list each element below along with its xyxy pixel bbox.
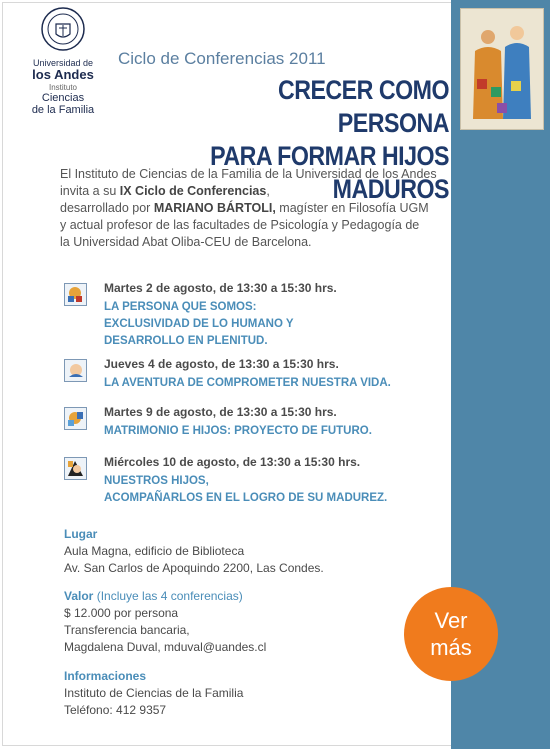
intro-emphasis: IX Ciclo de Conferencias xyxy=(119,184,267,198)
logo-line-5: de la Familia xyxy=(31,104,95,116)
price-section xyxy=(64,588,266,656)
venue-heading: Lugar xyxy=(64,527,98,541)
venue-line: Aula Magna, edificio de Biblioteca xyxy=(64,544,245,558)
price-line: Magdalena Duval, mduval@uandes.cl xyxy=(64,640,267,654)
contact-heading: Informaciones xyxy=(64,669,147,683)
session-portrait-icon xyxy=(64,283,87,306)
session-topic xyxy=(104,299,444,350)
session-date: Miércoles 10 de agosto, de 13:30 a 15:30 hrs. xyxy=(104,455,361,469)
intro-line-4: y actual profesor de las facultades de Psicología y Pedagogía de xyxy=(60,218,420,232)
intro-paragraph xyxy=(60,166,445,251)
family-illustration xyxy=(460,8,544,130)
price-line: $ 12.000 por persona xyxy=(64,606,179,620)
venue-line: Av. San Carlos de Apoquindo 2200, Las Condes. xyxy=(64,561,324,575)
intro-text: invita a su xyxy=(60,184,120,198)
session-portrait-icon xyxy=(64,359,87,382)
logo-line-1: Universidad de xyxy=(32,58,94,68)
contact-line: Instituto de Ciencias de la Familia xyxy=(64,686,244,700)
ver-mas-line-2: más xyxy=(430,635,472,660)
title-line-1: CRECER COMO PERSONA xyxy=(277,75,449,138)
session-topic-line: MATRIMONIO E HIJOS: PROYECTO DE FUTURO. xyxy=(104,425,372,437)
session-topic-line: LA PERSONA QUE SOMOS: xyxy=(104,301,257,313)
price-heading: Valor xyxy=(64,589,94,603)
intro-text: magíster en Filosofía UGM xyxy=(275,201,429,215)
contact-section xyxy=(64,668,243,719)
intro-line-5: la Universidad Abat Oliba-CEU de Barcelona. xyxy=(60,235,312,249)
venue-section xyxy=(64,526,324,577)
intro-line-1: El Instituto de Ciencias de la Familia de la Universidad de los Andes xyxy=(60,167,437,181)
session-date: Jueves 4 de agosto, de 13:30 a 15:30 hrs. xyxy=(104,357,339,371)
university-logo xyxy=(14,6,112,116)
intro-line-2 xyxy=(60,183,445,200)
session-topic-line: DESARROLLO EN PLENITUD. xyxy=(104,335,268,347)
university-seal-icon xyxy=(40,6,86,56)
session-topic xyxy=(104,423,444,440)
session-topic-line: ACOMPAÑARLOS EN EL LOGRO DE SU MADUREZ. xyxy=(104,492,388,504)
logo-line-3: Instituto xyxy=(48,83,77,92)
intro-line-3 xyxy=(60,200,445,217)
intro-text: , xyxy=(266,184,270,198)
logo-line-2: los Andes xyxy=(32,67,94,82)
intro-text: desarrollado por xyxy=(60,201,154,215)
price-subheading: (Incluye las 4 conferencias) xyxy=(93,589,243,603)
session-date: Martes 2 de agosto, de 13:30 a 15:30 hrs. xyxy=(104,281,337,295)
session-portrait-icon xyxy=(64,457,87,480)
title-line-2: PARA FORMAR HIJOS MADUROS xyxy=(210,141,449,204)
price-line: Transferencia bancaria, xyxy=(64,623,190,637)
ver-mas-line-1: Ver xyxy=(434,608,468,633)
session-topic xyxy=(104,473,444,507)
speaker-name: MARIANO BÁRTOLI, xyxy=(153,201,276,215)
ver-mas-button[interactable] xyxy=(404,587,498,681)
session-topic-line: LA AVENTURA DE COMPROMETER NUESTRA VIDA. xyxy=(104,377,391,389)
logo-line-4: Ciencias xyxy=(41,92,85,104)
session-date: Martes 9 de agosto, de 13:30 a 15:30 hrs. xyxy=(104,405,337,419)
contact-line: Teléfono: 412 9357 xyxy=(64,703,167,717)
session-topic xyxy=(104,375,444,392)
price-heading-row xyxy=(64,588,266,605)
session-topic-line: NUESTROS HIJOS, xyxy=(104,475,209,487)
conference-series-label: Ciclo de Conferencias 2011 xyxy=(118,49,326,68)
session-portrait-icon xyxy=(64,407,87,430)
session-topic-line: EXCLUSIVIDAD DE LO HUMANO Y xyxy=(104,318,294,330)
